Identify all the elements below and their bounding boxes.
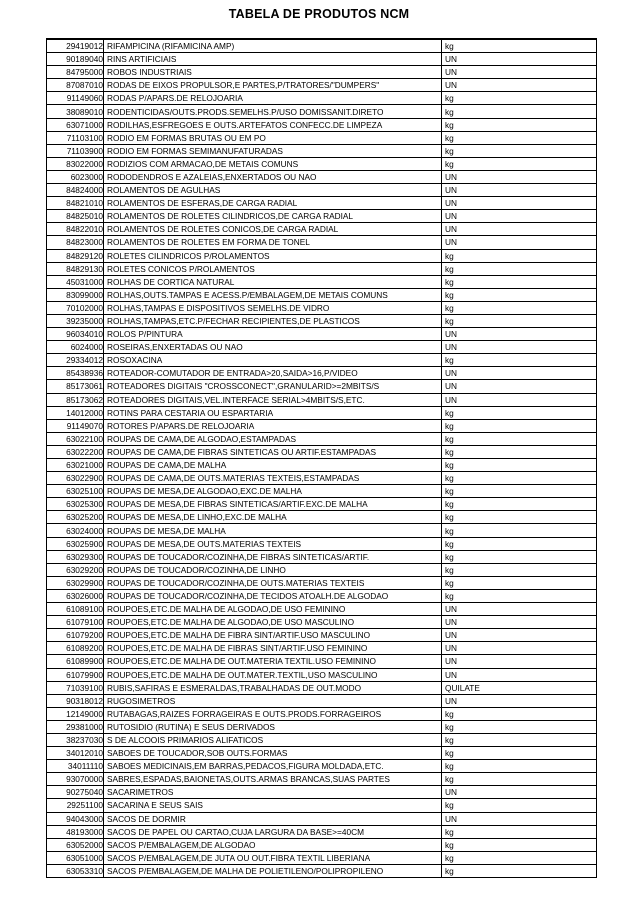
product-description-cell: ROUPOES,ETC.DE MALHA DE ALGODAO,DE USO MASCULINO: [104, 616, 442, 629]
product-description-cell: RUTOSIDIO (RUTINA) E SEUS DERIVADOS: [104, 720, 442, 733]
ncm-code-cell: 61089900: [47, 655, 104, 668]
ncm-code-cell: 12149000: [47, 707, 104, 720]
unit-cell: kg: [442, 105, 597, 118]
product-description-cell: ROLHAS,TAMPAS E DISPOSITIVOS SEMELHS.DE VIDRO: [104, 301, 442, 314]
product-description-cell: ROUPAS DE TOUCADOR/COZINHA,DE LINHO: [104, 563, 442, 576]
unit-cell: kg: [442, 354, 597, 367]
ncm-code-cell: 63029300: [47, 550, 104, 563]
unit-cell: kg: [442, 249, 597, 262]
unit-cell: kg: [442, 288, 597, 301]
ncm-code-cell: 70102000: [47, 301, 104, 314]
ncm-code-cell: 91149070: [47, 419, 104, 432]
unit-cell: UN: [442, 53, 597, 66]
ncm-code-cell: 29381000: [47, 720, 104, 733]
product-description-cell: ROUPAS DE MESA,DE OUTS.MATERIAS TEXTEIS: [104, 537, 442, 550]
product-description-cell: ROUPOES,ETC.DE MALHA DE OUT.MATERIA TEXTIL.USO FEMININO: [104, 655, 442, 668]
unit-cell: kg: [442, 92, 597, 105]
table-row: [47, 39, 597, 53]
ncm-code-cell: 63025300: [47, 498, 104, 511]
product-description-cell: ROUPOES,ETC.DE MALHA DE FIBRAS SINT/ARTIF.USO FEMININO: [104, 642, 442, 655]
table-row: [47, 838, 597, 851]
unit-cell: kg: [442, 432, 597, 445]
unit-cell: kg: [442, 262, 597, 275]
product-description-cell: ROTEADOR-COMUTADOR DE ENTRADA>20,SAIDA>16,P/VIDEO: [104, 367, 442, 380]
unit-cell: UN: [442, 629, 597, 642]
table-row: [47, 445, 597, 458]
table-row: [47, 825, 597, 838]
product-description-cell: ROUPAS DE MESA,DE ALGODAO,EXC.DE MALHA: [104, 485, 442, 498]
unit-cell: UN: [442, 170, 597, 183]
ncm-code-cell: 71039100: [47, 681, 104, 694]
unit-cell: UN: [442, 655, 597, 668]
product-description-cell: ROLETES CONICOS P/ROLAMENTOS: [104, 262, 442, 275]
unit-cell: kg: [442, 275, 597, 288]
ncm-code-cell: 87087010: [47, 79, 104, 92]
table-row: [47, 53, 597, 66]
product-description-cell: RODODENDROS E AZALEIAS,ENXERTADOS OU NAO: [104, 170, 442, 183]
unit-cell: UN: [442, 210, 597, 223]
unit-cell: UN: [442, 66, 597, 79]
unit-cell: kg: [442, 144, 597, 157]
ncm-code-cell: 61089100: [47, 603, 104, 616]
product-description-cell: ROLAMENTOS DE ROLETES EM FORMA DE TONEL: [104, 236, 442, 249]
ncm-code-cell: 85173062: [47, 393, 104, 406]
product-description-cell: ROUPOES,ETC.DE MALHA DE ALGODAO,DE USO FEMININO: [104, 603, 442, 616]
table-row: [47, 354, 597, 367]
unit-cell: UN: [442, 236, 597, 249]
table-row: [47, 707, 597, 720]
product-description-cell: ROLHAS,TAMPAS,ETC.P/FECHAR RECIPIENTES,DE PLASTICOS: [104, 314, 442, 327]
unit-cell: kg: [442, 773, 597, 786]
table-row: [47, 537, 597, 550]
table-row: [47, 262, 597, 275]
table-row: [47, 550, 597, 563]
product-description-cell: ROSEIRAS,ENXERTADAS OU NAO: [104, 341, 442, 354]
unit-cell: kg: [442, 314, 597, 327]
table-row: [47, 864, 597, 877]
ncm-code-cell: 63024000: [47, 524, 104, 537]
product-description-cell: SACOS DE PAPEL OU CARTAO,CUJA LARGURA DA BASE>=40CM: [104, 825, 442, 838]
unit-cell: kg: [442, 498, 597, 511]
product-description-cell: ROUPAS DE CAMA,DE FIBRAS SINTETICAS OU ARTIF.ESTAMPADAS: [104, 445, 442, 458]
unit-cell: kg: [442, 851, 597, 864]
unit-cell: kg: [442, 707, 597, 720]
table-row: [47, 459, 597, 472]
unit-cell: kg: [442, 157, 597, 170]
product-description-cell: ROBOS INDUSTRIAIS: [104, 66, 442, 79]
table-row: [47, 733, 597, 746]
ncm-code-cell: 84829130: [47, 262, 104, 275]
table-row: [47, 760, 597, 773]
ncm-code-cell: 61079200: [47, 629, 104, 642]
table-row: [47, 184, 597, 197]
unit-cell: UN: [442, 603, 597, 616]
unit-cell: UN: [442, 197, 597, 210]
product-description-cell: RODAS P/APARS.DE RELOJOARIA: [104, 92, 442, 105]
unit-cell: UN: [442, 380, 597, 393]
ncm-code-cell: 63025900: [47, 537, 104, 550]
ncm-code-cell: 91149060: [47, 92, 104, 105]
unit-cell: kg: [442, 131, 597, 144]
table-row: [47, 786, 597, 799]
ncm-code-cell: 38237030: [47, 733, 104, 746]
table-row: [47, 576, 597, 589]
ncm-code-cell: 29334012: [47, 354, 104, 367]
table-row: [47, 851, 597, 864]
product-description-cell: ROLAMENTOS DE ESFERAS,DE CARGA RADIAL: [104, 197, 442, 210]
product-description-cell: SACOS DE DORMIR: [104, 812, 442, 825]
unit-cell: kg: [442, 563, 597, 576]
table-row: [47, 799, 597, 812]
unit-cell: kg: [442, 485, 597, 498]
unit-cell: kg: [442, 406, 597, 419]
ncm-code-cell: 90318012: [47, 694, 104, 707]
unit-cell: UN: [442, 642, 597, 655]
ncm-code-cell: 83099000: [47, 288, 104, 301]
product-description-cell: SACOS P/EMBALAGEM,DE JUTA OU OUT.FIBRA TEXTIL LIBERIANA: [104, 851, 442, 864]
product-description-cell: RIFAMPICINA (RIFAMICINA AMP): [104, 39, 442, 53]
table-row: [47, 419, 597, 432]
product-description-cell: ROLAMENTOS DE ROLETES CONICOS,DE CARGA RADIAL: [104, 223, 442, 236]
unit-cell: QUILATE: [442, 681, 597, 694]
product-description-cell: ROSOXACINA: [104, 354, 442, 367]
ncm-code-cell: 63026000: [47, 589, 104, 602]
unit-cell: kg: [442, 576, 597, 589]
product-description-cell: ROUPAS DE MESA,DE LINHO,EXC.DE MALHA: [104, 511, 442, 524]
table-row: [47, 367, 597, 380]
table-row: [47, 314, 597, 327]
table-row: [47, 773, 597, 786]
ncm-code-cell: 48193000: [47, 825, 104, 838]
table-row: [47, 157, 597, 170]
ncm-code-cell: 63029200: [47, 563, 104, 576]
product-description-cell: ROUPAS DE TOUCADOR/COZINHA,DE TECIDOS ATOALH.DE ALGODAO: [104, 589, 442, 602]
ncm-code-cell: 63053310: [47, 864, 104, 877]
table-row: [47, 472, 597, 485]
product-description-cell: ROTEADORES DIGITAIS "CROSSCONECT",GRANULARID>=2MBITS/S: [104, 380, 442, 393]
table-row: [47, 341, 597, 354]
unit-cell: UN: [442, 184, 597, 197]
ncm-code-cell: 90275040: [47, 786, 104, 799]
product-description-cell: ROLAMENTOS DE ROLETES CILINDRICOS,DE CARGA RADIAL: [104, 210, 442, 223]
unit-cell: UN: [442, 367, 597, 380]
table-row: [47, 668, 597, 681]
product-description-cell: ROLETES CILINDRICOS P/ROLAMENTOS: [104, 249, 442, 262]
table-row: [47, 393, 597, 406]
ncm-code-cell: 84825010: [47, 210, 104, 223]
unit-cell: UN: [442, 393, 597, 406]
ncm-code-cell: 84823000: [47, 236, 104, 249]
product-description-cell: ROUPAS DE CAMA,DE OUTS.MATERIAS TEXTEIS,ESTAMPADAS: [104, 472, 442, 485]
table-row: [47, 275, 597, 288]
product-description-cell: ROUPAS DE CAMA,DE MALHA: [104, 459, 442, 472]
ncm-code-cell: 6024000: [47, 341, 104, 354]
product-description-cell: SABOES DE TOUCADOR,SOB OUTS.FORMAS: [104, 747, 442, 760]
product-description-cell: ROLHAS,OUTS.TAMPAS E ACESS.P/EMBALAGEM,DE METAIS COMUNS: [104, 288, 442, 301]
table-row: [47, 616, 597, 629]
ncm-code-cell: 63021000: [47, 459, 104, 472]
ncm-code-cell: 38089010: [47, 105, 104, 118]
table-row: [47, 524, 597, 537]
ncm-code-cell: 84824000: [47, 184, 104, 197]
ncm-code-cell: 63051000: [47, 851, 104, 864]
unit-cell: kg: [442, 524, 597, 537]
table-row: [47, 629, 597, 642]
unit-cell: UN: [442, 786, 597, 799]
unit-cell: UN: [442, 694, 597, 707]
table-row: [47, 236, 597, 249]
ncm-code-cell: 63071000: [47, 118, 104, 131]
ncm-code-cell: 85173061: [47, 380, 104, 393]
product-description-cell: ROLOS P/PINTURA: [104, 328, 442, 341]
ncm-code-cell: 84829120: [47, 249, 104, 262]
product-description-cell: SACOS P/EMBALAGEM,DE MALHA DE POLIETILENO/POLIPROPILENO: [104, 864, 442, 877]
product-description-cell: RODILHAS,ESFREGOES E OUTS.ARTEFATOS CONFECC.DE LIMPEZA: [104, 118, 442, 131]
table-row: [47, 118, 597, 131]
ncm-code-cell: 63022200: [47, 445, 104, 458]
product-description-cell: ROUPOES,ETC.DE MALHA DE OUT.MATER.TEXTIL,USO MASCULINO: [104, 668, 442, 681]
ncm-code-cell: 39235000: [47, 314, 104, 327]
product-description-cell: ROUPAS DE TOUCADOR/COZINHA,DE FIBRAS SINTETICAS/ARTIF.: [104, 550, 442, 563]
product-description-cell: RODIZIOS COM ARMACAO,DE METAIS COMUNS: [104, 157, 442, 170]
product-description-cell: SACARINA E SEUS SAIS: [104, 799, 442, 812]
table-row: [47, 380, 597, 393]
ncm-code-cell: 34012010: [47, 747, 104, 760]
product-description-cell: ROUPAS DE CAMA,DE ALGODAO,ESTAMPADAS: [104, 432, 442, 445]
unit-cell: kg: [442, 825, 597, 838]
product-description-cell: SACARIMETROS: [104, 786, 442, 799]
table-row: [47, 720, 597, 733]
table-row: [47, 144, 597, 157]
table-row: [47, 66, 597, 79]
table-row: [47, 131, 597, 144]
unit-cell: kg: [442, 118, 597, 131]
ncm-code-cell: 71103100: [47, 131, 104, 144]
unit-cell: kg: [442, 589, 597, 602]
unit-cell: UN: [442, 79, 597, 92]
table-row: [47, 563, 597, 576]
table-row: [47, 210, 597, 223]
ncm-code-cell: 14012000: [47, 406, 104, 419]
product-description-cell: SABRES,ESPADAS,BAIONETAS,OUTS.ARMAS BRANCAS,SUAS PARTES: [104, 773, 442, 786]
table-row: [47, 223, 597, 236]
ncm-table-body: [47, 39, 597, 878]
table-row: [47, 642, 597, 655]
ncm-code-cell: 63022900: [47, 472, 104, 485]
product-description-cell: S DE ALCOOIS PRIMARIOS ALIFATICOS: [104, 733, 442, 746]
unit-cell: kg: [442, 733, 597, 746]
unit-cell: kg: [442, 459, 597, 472]
ncm-code-cell: 6023000: [47, 170, 104, 183]
unit-cell: UN: [442, 223, 597, 236]
ncm-code-cell: 90189040: [47, 53, 104, 66]
unit-cell: kg: [442, 747, 597, 760]
product-description-cell: ROUPOES,ETC.DE MALHA DE FIBRA SINT/ARTIF.USO MASCULINO: [104, 629, 442, 642]
table-row: [47, 485, 597, 498]
ncm-code-cell: 63025100: [47, 485, 104, 498]
table-row: [47, 92, 597, 105]
product-description-cell: ROTINS PARA CESTARIA OU ESPARTARIA: [104, 406, 442, 419]
product-description-cell: ROUPAS DE TOUCADOR/COZINHA,DE OUTS.MATERIAS TEXTEIS: [104, 576, 442, 589]
product-description-cell: ROTEADORES DIGITAIS,VEL.INTERFACE SERIAL>4MBITS/S,ETC.: [104, 393, 442, 406]
unit-cell: kg: [442, 511, 597, 524]
ncm-code-cell: 94043000: [47, 812, 104, 825]
product-description-cell: ROUPAS DE MESA,DE MALHA: [104, 524, 442, 537]
table-row: [47, 694, 597, 707]
unit-cell: kg: [442, 550, 597, 563]
table-row: [47, 406, 597, 419]
table-row: [47, 197, 597, 210]
product-description-cell: ROLHAS DE CORTICA NATURAL: [104, 275, 442, 288]
unit-cell: kg: [442, 419, 597, 432]
product-description-cell: RODAS DE EIXOS PROPULSOR,E PARTES,P/TRATORES/"DUMPERS": [104, 79, 442, 92]
unit-cell: UN: [442, 812, 597, 825]
product-description-cell: RODIO EM FORMAS SEMIMANUFATURADAS: [104, 144, 442, 157]
unit-cell: kg: [442, 472, 597, 485]
ncm-table: [46, 38, 597, 878]
ncm-code-cell: 83022000: [47, 157, 104, 170]
table-row: [47, 288, 597, 301]
ncm-code-cell: 61079900: [47, 668, 104, 681]
ncm-code-cell: 61079100: [47, 616, 104, 629]
product-description-cell: RODENTICIDAS/OUTS.PRODS.SEMELHS.P/USO DOMISSANIT.DIRETO: [104, 105, 442, 118]
product-description-cell: RUTABAGAS,RAIZES FORRAGEIRAS E OUTS.PRODS.FORRAGEIROS: [104, 707, 442, 720]
product-description-cell: RUBIS,SAFIRAS E ESMERALDAS,TRABALHADAS DE OUT.MODO: [104, 681, 442, 694]
unit-cell: kg: [442, 39, 597, 53]
table-row: [47, 79, 597, 92]
table-row: [47, 603, 597, 616]
table-row: [47, 432, 597, 445]
product-description-cell: RUGOSIMETROS: [104, 694, 442, 707]
ncm-code-cell: 63052000: [47, 838, 104, 851]
table-row: [47, 681, 597, 694]
ncm-code-cell: 84795000: [47, 66, 104, 79]
unit-cell: UN: [442, 341, 597, 354]
ncm-code-cell: 45031000: [47, 275, 104, 288]
table-row: [47, 328, 597, 341]
table-row: [47, 747, 597, 760]
ncm-code-cell: 84822010: [47, 223, 104, 236]
unit-cell: kg: [442, 445, 597, 458]
ncm-code-cell: 93070000: [47, 773, 104, 786]
unit-cell: kg: [442, 864, 597, 877]
ncm-code-cell: 96034010: [47, 328, 104, 341]
unit-cell: kg: [442, 760, 597, 773]
ncm-code-cell: 29419012: [47, 39, 104, 53]
ncm-code-cell: 85438936: [47, 367, 104, 380]
product-description-cell: SABOES MEDICINAIS,EM BARRAS,PEDACOS,FIGURA MOLDADA,ETC.: [104, 760, 442, 773]
ncm-code-cell: 63029900: [47, 576, 104, 589]
ncm-code-cell: 84821010: [47, 197, 104, 210]
product-description-cell: RINS ARTIFICIAIS: [104, 53, 442, 66]
ncm-code-cell: 63025200: [47, 511, 104, 524]
unit-cell: kg: [442, 301, 597, 314]
unit-cell: kg: [442, 799, 597, 812]
page-title: TABELA DE PRODUTOS NCM: [228, 7, 410, 21]
unit-cell: UN: [442, 616, 597, 629]
ncm-code-cell: 71103900: [47, 144, 104, 157]
ncm-code-cell: 63022100: [47, 432, 104, 445]
ncm-code-cell: 34011110: [47, 760, 104, 773]
product-description-cell: ROUPAS DE MESA,DE FIBRAS SINTETICAS/ARTIF.EXC.DE MALHA: [104, 498, 442, 511]
table-row: [47, 105, 597, 118]
table-row: [47, 589, 597, 602]
unit-cell: kg: [442, 537, 597, 550]
unit-cell: kg: [442, 720, 597, 733]
product-description-cell: ROTORES P/APARS.DE RELOJOARIA: [104, 419, 442, 432]
product-description-cell: ROLAMENTOS DE AGULHAS: [104, 184, 442, 197]
table-row: [47, 511, 597, 524]
ncm-code-cell: 29251100: [47, 799, 104, 812]
table-row: [47, 498, 597, 511]
product-description-cell: RODIO EM FORMAS BRUTAS OU EM PO: [104, 131, 442, 144]
table-row: [47, 249, 597, 262]
table-row: [47, 301, 597, 314]
ncm-code-cell: 61089200: [47, 642, 104, 655]
unit-cell: UN: [442, 668, 597, 681]
unit-cell: kg: [442, 838, 597, 851]
table-row: [47, 655, 597, 668]
product-description-cell: SACOS P/EMBALAGEM,DE ALGODAO: [104, 838, 442, 851]
table-row: [47, 812, 597, 825]
unit-cell: UN: [442, 328, 597, 341]
table-row: [47, 170, 597, 183]
